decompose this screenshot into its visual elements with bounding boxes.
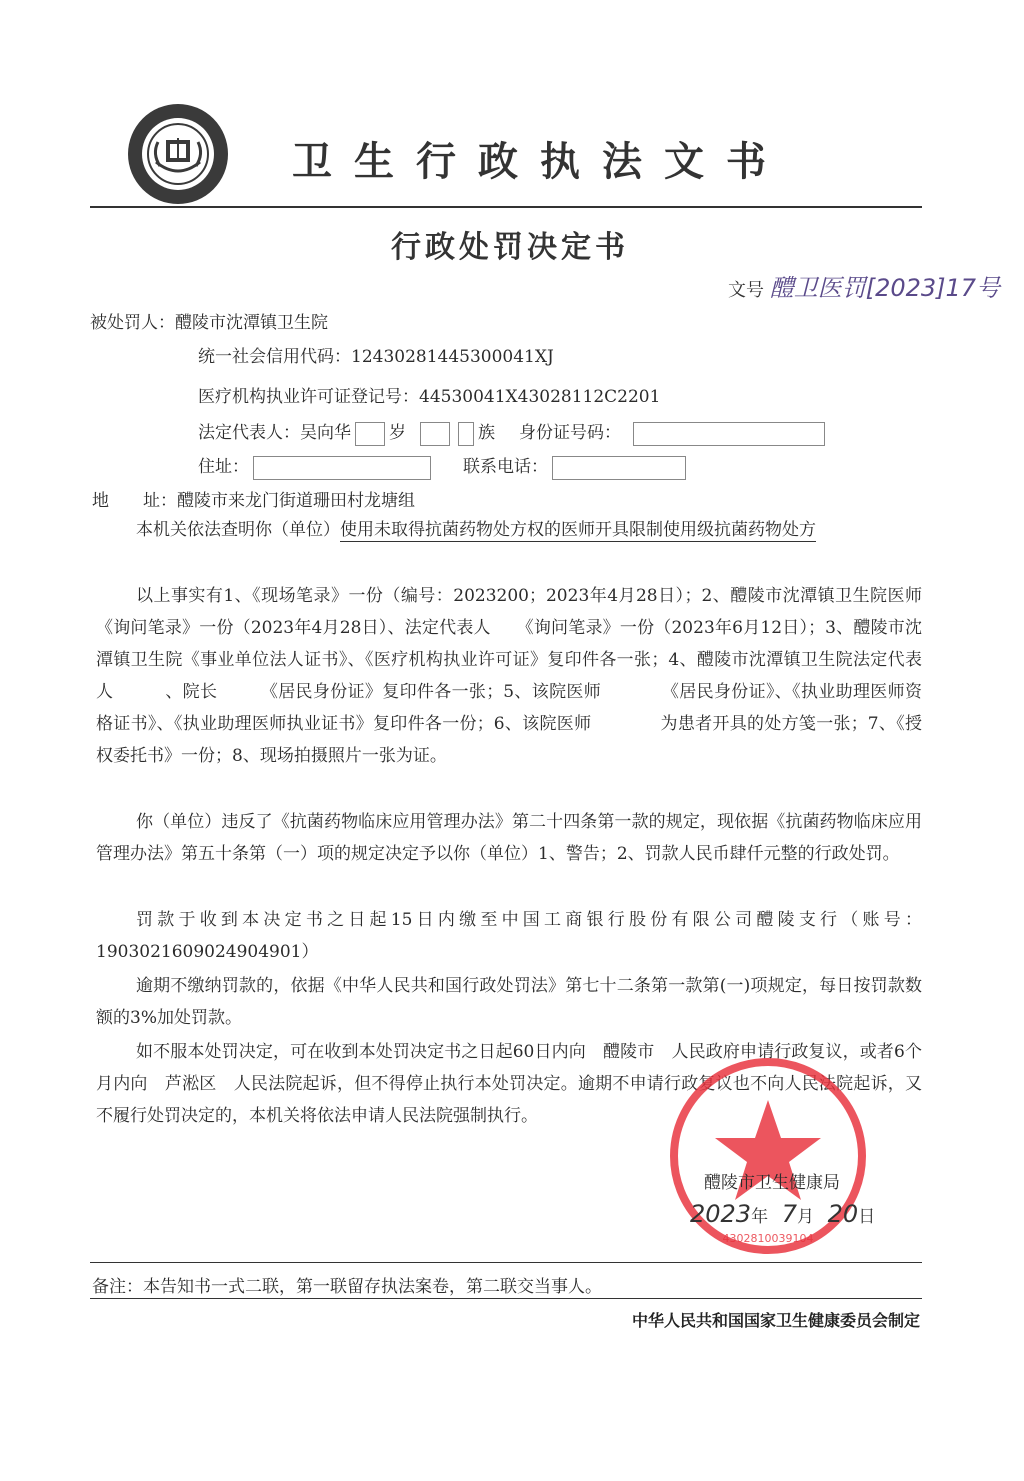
date-year-unit: 年 xyxy=(751,1207,769,1227)
phone-label: 联系电话： xyxy=(463,457,548,477)
violation-paragraph: 你（单位）违反了《抗菌药物临床应用管理办法》第二十四条第一款的规定，现依据《抗菌药物临床应用管理办法》第五十条第（一）项的规定决定予以你（单位）1、警告；2、罚款人民币肆仟元整的行政处罚。 xyxy=(96,812,922,864)
health-commission-emblem-icon xyxy=(126,102,230,206)
payment-paragraph: 罚款于收到本决定书之日起15日内缴至中国工商银行股份有限公司醴陵支行（账号：1903021609024904901） xyxy=(96,910,922,962)
date-month-unit: 月 xyxy=(797,1207,814,1227)
credit-code: 12430281445300041XJ xyxy=(351,347,554,367)
license-line xyxy=(198,382,660,407)
issuing-authority: 醴陵市卫生健康局 xyxy=(704,1173,840,1193)
address-line xyxy=(92,486,415,511)
ethnicity-unit: 族 xyxy=(478,423,495,443)
redacted-residence xyxy=(253,456,431,480)
date-day-unit: 日 xyxy=(858,1207,876,1227)
address-label: 地 址： xyxy=(92,491,177,511)
license-no: 44530041X43028112C2201 xyxy=(419,387,661,407)
party-label: 被处罚人： xyxy=(90,313,175,333)
findings-intro: 本机关依法查明你（单位） xyxy=(136,520,340,540)
seal-serial: 4302810039104 xyxy=(722,1232,814,1245)
address: 醴陵市来龙门街道珊田村龙塘组 xyxy=(177,491,415,511)
credit-code-line xyxy=(198,342,554,367)
publisher: 中华人民共和国国家卫生健康委员会制定 xyxy=(631,1311,920,1330)
footer-rule-bottom xyxy=(90,1298,922,1299)
date-day: 20 xyxy=(827,1200,859,1228)
document-number-value: 醴卫医罚[2023]17号 xyxy=(769,274,1001,302)
redacted-ethnicity-b xyxy=(458,422,474,446)
date-month: 7 xyxy=(781,1200,797,1228)
license-label: 医疗机构执业许可证登记号： xyxy=(198,387,419,407)
document-title: 行政处罚决定书 xyxy=(391,230,629,265)
findings-violation: 使用未取得抗菌药物处方权的医师开具限制使用级抗菌药物处方 xyxy=(340,520,816,540)
issue-date xyxy=(690,1200,875,1228)
footer-note: 备注：本告知书一式二联，第一联留存执法案卷，第二联交当事人。 xyxy=(92,1277,602,1297)
rep-label: 法定代表人： xyxy=(198,423,300,443)
residence-line xyxy=(198,452,690,480)
evidence-paragraph: 以上事实有1、《现场笔录》一份（编号：2023200；2023年4月28日）；2、醴陵市沈潭镇卫生院医师 《询问笔录》一份（2023年4月28日）、法定代表人 《询问笔录》一份（2023年6月12日）；3、醴陵市沈潭镇卫生院《事业单位法人证书》、《医疗机构执业许可证》复印件各一张；4、醴陵市沈潭镇卫生院法定代表人 、院长 《居民身份证》复印件各一张；5、该院医师 《居民身份证》、《执业助理医师资格证书》、《执业助理医师执业证书》复印件各一份；6、该院医师 为患者开具的处方笺一张；7、《授权委托书》一份；8、现场拍摄照片一张为证。 xyxy=(96,586,973,766)
header-rule xyxy=(90,206,922,208)
age-unit: 岁 xyxy=(389,423,406,443)
document-number-label: 文号 xyxy=(728,280,764,301)
representative-line xyxy=(198,418,829,446)
document-number xyxy=(728,268,1000,303)
redacted-ethnicity-a xyxy=(420,422,450,446)
late-fee-paragraph: 逾期不缴纳罚款的，依据《中华人民共和国行政处罚法》第七十二条第一款第(一)项规定，每日按罚款数额的3%加处罚款。 xyxy=(96,976,922,1028)
party-name-line xyxy=(90,308,328,333)
residence-label: 住址： xyxy=(198,457,249,477)
credit-code-label: 统一社会信用代码： xyxy=(198,347,351,367)
date-year: 2023 xyxy=(690,1200,752,1228)
party-name: 醴陵市沈潭镇卫生院 xyxy=(175,313,328,333)
redacted-id-number xyxy=(633,422,825,446)
redacted-phone xyxy=(552,456,686,480)
rep-name: 吴向华 xyxy=(300,423,351,443)
redacted-age xyxy=(355,422,385,446)
footer-rule-top xyxy=(90,1262,922,1263)
appeal-paragraph: 如不服本处罚决定，可在收到本处罚决定书之日起60日内向 醴陵市 人民政府申请行政复议，或者6个月内向 芦淞区 人民法院起诉，但不得停止执行本处罚决定。逾期不申请行政复议也不向人民法院起诉，又不履行处罚决定的，本机关将依法申请人民法院强制执行。 xyxy=(96,1042,922,1126)
findings-paragraph xyxy=(96,514,922,546)
id-label: 身份证号码： xyxy=(519,423,621,443)
header-title: 卫生行政执法文书 xyxy=(292,138,788,185)
